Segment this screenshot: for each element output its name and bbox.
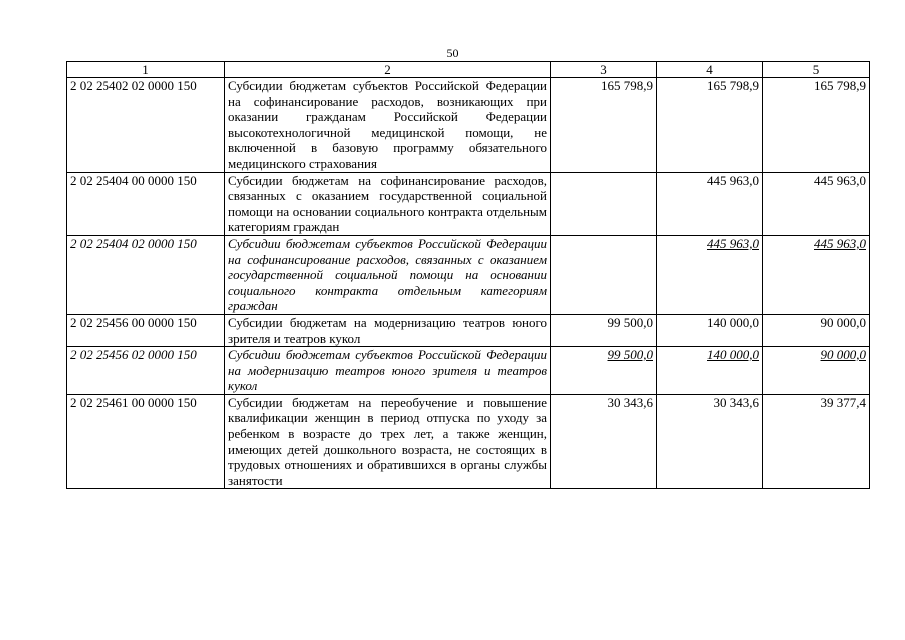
value-col-5: 39 377,4 (763, 394, 870, 489)
value-col-5: 445 963,0 (763, 235, 870, 314)
page-number: 50 (446, 46, 459, 60)
value-col-5: 90 000,0 (763, 314, 870, 346)
table-row (67, 314, 870, 346)
value-col-3 (551, 172, 657, 235)
budget-code: 2 02 25404 02 0000 150 (67, 235, 225, 314)
description: Субсидии бюджетам на переобучение и повышение квалификации женщин в период отпуска по уходу за ребенком в возрасте до трех лет, а также женщин, имеющих детей дошкольного возраста, не состоящих в трудовых отношениях и обратившихся в органы службы занятости (225, 394, 551, 489)
description: Субсидии бюджетам на софинансирование расходов, связанных с оказанием государственной социальной помощи на основании социального контракта отдельным категориям граждан (225, 172, 551, 235)
budget-code: 2 02 25404 00 0000 150 (67, 172, 225, 235)
budget-table (66, 61, 870, 489)
value-col-3 (551, 235, 657, 314)
header-col-1: 1 (67, 62, 225, 78)
budget-code: 2 02 25456 02 0000 150 (67, 347, 225, 395)
budget-code: 2 02 25456 00 0000 150 (67, 314, 225, 346)
value-col-4: 445 963,0 (657, 172, 763, 235)
value-col-3: 99 500,0 (551, 347, 657, 395)
description: Субсидии бюджетам субъектов Российской Федерации на софинансирование расходов, связанных с оказанием государственной социальной помощи на основании социального контракта отдельным категориям граждан (225, 235, 551, 314)
table-row (67, 172, 870, 235)
table-row (67, 78, 870, 173)
description: Субсидии бюджетам на модернизацию театров юного зрителя и театров кукол (225, 314, 551, 346)
budget-code: 2 02 25461 00 0000 150 (67, 394, 225, 489)
table-row (67, 347, 870, 395)
header-col-5: 5 (763, 62, 870, 78)
value-col-5: 90 000,0 (763, 347, 870, 395)
header-row (67, 62, 870, 78)
value-col-4: 445 963,0 (657, 235, 763, 314)
header-col-2: 2 (225, 62, 551, 78)
value-col-3: 99 500,0 (551, 314, 657, 346)
value-col-3: 165 798,9 (551, 78, 657, 173)
table-row (67, 394, 870, 489)
value-col-4: 140 000,0 (657, 314, 763, 346)
header-col-4: 4 (657, 62, 763, 78)
value-col-4: 165 798,9 (657, 78, 763, 173)
value-col-3: 30 343,6 (551, 394, 657, 489)
table-row (67, 235, 870, 314)
description: Субсидии бюджетам субъектов Российской Федерации на модернизацию театров юного зрителя и театров кукол (225, 347, 551, 395)
description: Субсидии бюджетам субъектов Российской Федерации на софинансирование расходов, возникающих при оказании гражданам Российской Федерации высокотехнологичной медицинской помощи, не включенной в базовую программу обязательного медицинского страхования (225, 78, 551, 173)
value-col-5: 165 798,9 (763, 78, 870, 173)
header-col-3: 3 (551, 62, 657, 78)
value-col-4: 30 343,6 (657, 394, 763, 489)
value-col-4: 140 000,0 (657, 347, 763, 395)
budget-code: 2 02 25402 02 0000 150 (67, 78, 225, 173)
value-col-5: 445 963,0 (763, 172, 870, 235)
